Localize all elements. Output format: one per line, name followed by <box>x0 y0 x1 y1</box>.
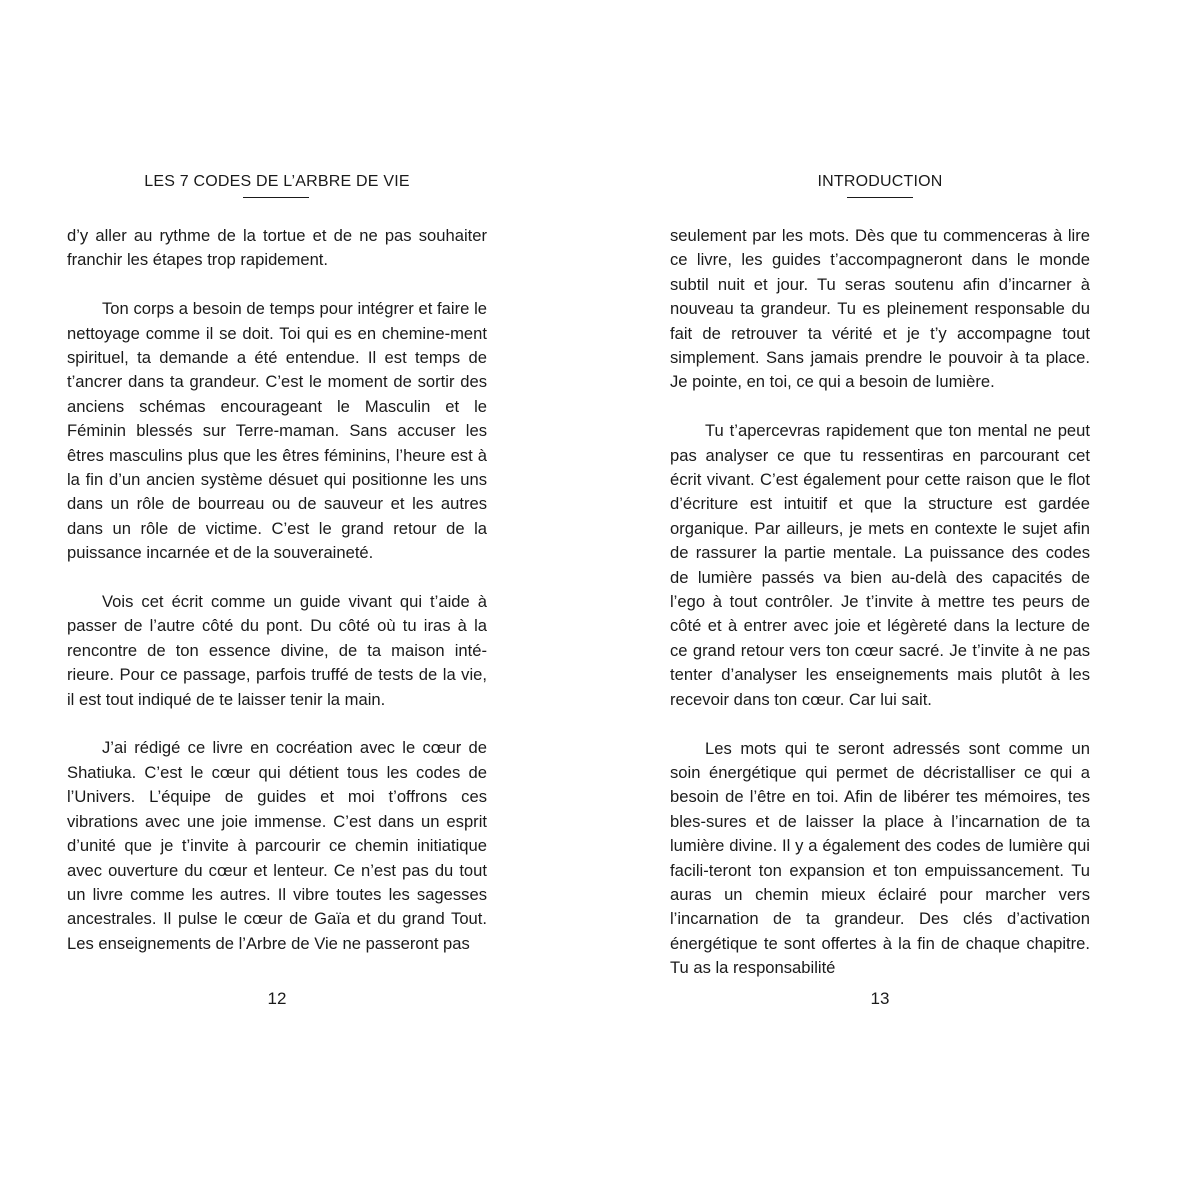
body-text <box>67 224 487 956</box>
paragraph: Les mots qui te seront adressés sont comme un soin énergétique qui permet de décristalliser ce qui a besoin de l’être en toi. Afin de libérer tes mémoires, tes bles-sures et de laisser la place à l’incarnation de ta lumière divine. Il y a également des codes de lumière qui facili-teront ton expansion et ton empuissancement. Tu auras un chemin mieux éclairé pour marcher vers l’incarnation de ta grandeur. Des clés d’activation énergétique te sont offertes à la fin de chaque chapitre. Tu as la responsabilité <box>670 738 1090 978</box>
paragraph: d’y aller au rythme de la tortue et de ne pas souhaiter franchir les étapes trop rapidement. <box>67 226 487 270</box>
running-head-rule <box>847 197 913 198</box>
paragraph: seulement par les mots. Dès que tu commenceras à lire ce livre, les guides t’accompagneront dans le monde subtil nuit et jour. Tu seras soutenu afin d’incarner à nouveau ta grandeur. Tu es pleinement responsable du fait de retrouver ta vérité et je t’y accompagne tout simplement. Sans jamais prendre le pouvoir à ta place. Je pointe, en toi, ce qui a besoin de lumière. <box>670 226 1090 392</box>
running-head: LES 7 CODES DE L’ARBRE DE VIE <box>144 173 410 190</box>
paragraph: Vois cet écrit comme un guide vivant qui t’aide à passer de l’autre côté du pont. Du côté où tu iras à la rencontre de ton essence divine, de ta maison inté-rieure. Pour ce passage, parfois truffé de tests de la vie, il est tout indiqué de te laisser tenir la main. <box>67 592 487 709</box>
body-text <box>670 224 1090 981</box>
page-number: 13 <box>870 989 890 1008</box>
paragraph: Tu t’apercevras rapidement que ton mental ne peut pas analyser ce que tu ressentiras en parcourant cet écrit vivant. C’est également pour cette raison que le flot d’écriture est intuitif et que la structure est gardée organique. Par ailleurs, je mets en contexte le sujet afin de rassurer la partie mentale. La puissance des codes de lumière passés va bien au-delà des capacités de l’ego à tout contrôler. Je t’invite à mettre tes peurs de côté et à entrer avec joie et légèreté dans la lecture de ce grand retour vers ton cœur sacré. Je t’invite à ne pas tenter d’analyser les enseignements mais plutôt à les recevoir dans ton cœur. Car lui sait. <box>670 421 1090 709</box>
paragraph: J’ai rédigé ce livre en cocréation avec le cœur de Shatiuka. C’est le cœur qui détient tous les codes de l’Univers. L’équipe de guides et moi t’offrons ces vibrations avec une joie immense. C’est dans un esprit d’unité que je t’invite à parcourir ce chemin initiatique avec ouverture du cœur et lenteur. Ce n’est pas du tout un livre comme les autres. Il vibre toutes les sagesses ancestrales. Il pulse le cœur de Gaïa et du grand Tout. Les enseignements de l’Arbre de Vie ne passeront pas <box>67 738 487 953</box>
paragraph: Ton corps a besoin de temps pour intégrer et faire le nettoyage comme il se doit. Toi qui es en chemine-ment spirituel, ta demande a été entendue. Il est temps de t’ancrer dans ta grandeur. C’est le moment de sortir des anciens schémas encourageant le Masculin et le Féminin blessés sur Terre-maman. Sans accuser les êtres masculins plus que les êtres féminins, l’heure est à la fin d’un ancien système désuet qui positionne les uns dans un rôle de bourreau ou de sauveur et les autres dans un rôle de victime. C’est le grand retour de la puissance incarnée et de la souveraineté. <box>67 299 487 563</box>
running-head-rule <box>243 197 309 198</box>
page-number: 12 <box>267 989 287 1008</box>
running-head: INTRODUCTION <box>817 173 943 190</box>
